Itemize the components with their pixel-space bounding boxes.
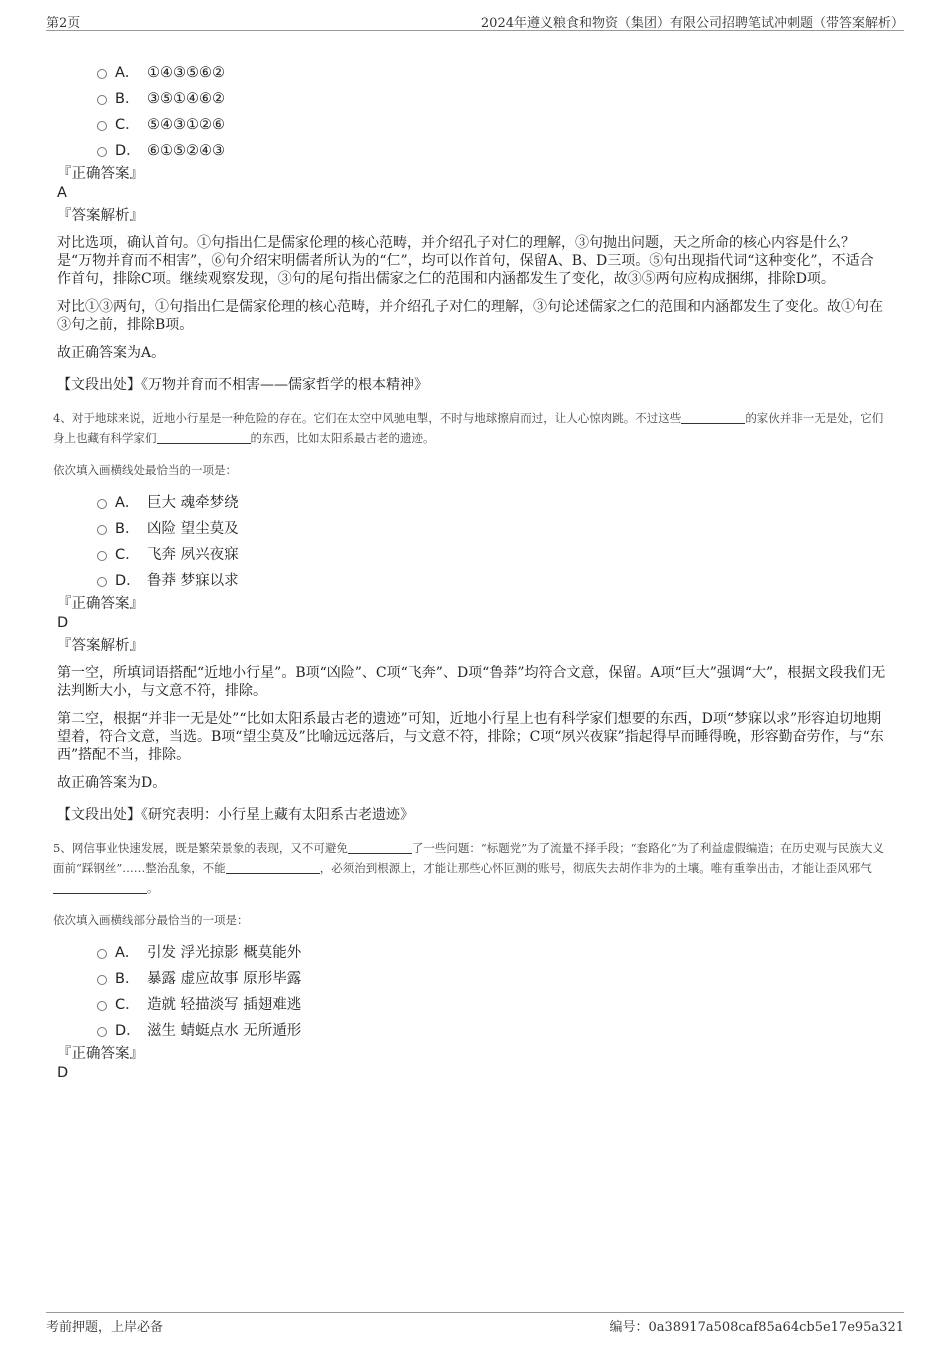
footer-slogan: 考前押题，上岸必备 xyxy=(46,1320,164,1335)
analysis-label: 『答案解析』 xyxy=(57,208,144,224)
radio-icon[interactable] xyxy=(97,525,107,535)
q4-option-d[interactable]: D． 鲁莽 梦寐以求 xyxy=(97,568,887,594)
analysis-label: 『答案解析』 xyxy=(57,638,144,654)
q3-option-b[interactable]: B． ③⑤①④⑥② xyxy=(97,86,887,112)
blank-line xyxy=(226,861,320,874)
q4-analysis-1: 第一空，所填词语搭配“近地小行星”。B项“凶险”、C项“飞奔”、D项“鲁莽”均符合文意，保留。A项“巨大”强调“大”，根据文段我们无法判断大小，与文意不符，排除。 xyxy=(57,665,886,699)
blank-line xyxy=(53,881,147,894)
q4-source: 【文段出处】《研究表明：小行星上藏有太阳系古老遗迹》 xyxy=(57,807,414,823)
blank-line xyxy=(157,431,251,444)
radio-icon[interactable] xyxy=(97,147,107,157)
q4-stem: 4、对于地球来说，近地小行星是一种危险的存在。它们在太空中风驰电掣，不时与地球擦肩而过，让人心惊肉跳。不过这些 的家伙并非一无是处，它们身上也藏有科学家们 的东西，比如太阳系最古老的遗迹。 xyxy=(53,411,884,445)
radio-icon[interactable] xyxy=(97,551,107,561)
q3-analysis-1: 对比选项，确认首句。①句指出仁是儒家伦理的核心范畴，并介绍孔子对仁的理解，③句抛出问题，天之所命的核心内容是什么？是“万物并育而不相害”，⑥句介绍宋明儒者所认为的“仁”，均可以作首句，保留A、B、D三项。⑤句出现指代词“这种变化”，不适合作首句，排除C项。继续观察发现，③句的尾句指出儒家之仁的范围和内涵都发生了变化，故③⑤两句应构成捆绑，排除D项。 xyxy=(57,235,874,287)
correct-answer-label: 『正确答案』 xyxy=(57,166,144,182)
q3-option-c[interactable]: C． ⑤④③①②⑥ xyxy=(97,112,887,138)
radio-icon[interactable] xyxy=(97,1027,107,1037)
q5-option-d[interactable]: D． 滋生 蜻蜓点水 无所遁形 xyxy=(97,1018,887,1044)
q5-stem: 5、网信事业快速发展，既是繁荣景象的表现，又不可避免 了一些问题：“标题党”为了流量不择手段；“套路化”为了利益虚假编造；在历史观与民族大义面前“踩钢丝”……整治乱象，不能 ，必须治到根源上，才能让那些心怀叵测的账号，彻底失去胡作非为的土壤。唯有重拳出击，才能让歪风邪气。 xyxy=(53,841,884,895)
document-title: 2024年遵义粮食和物资（集团）有限公司招聘笔试冲刺题（带答案解析） xyxy=(480,16,904,31)
radio-icon[interactable] xyxy=(97,69,107,79)
q4-instruction: 依次填入画横线处最恰当的一项是： xyxy=(53,463,237,477)
page-header xyxy=(46,10,904,31)
q4-option-c[interactable]: C． 飞奔 夙兴夜寐 xyxy=(97,542,887,568)
q4-analysis-3: 故正确答案为D。 xyxy=(57,775,167,791)
radio-icon[interactable] xyxy=(97,121,107,131)
radio-icon[interactable] xyxy=(97,1001,107,1011)
q3-source: 【文段出处】《万物并育而不相害——儒家哲学的根本精神》 xyxy=(57,377,428,393)
correct-answer-label: 『正确答案』 xyxy=(57,596,144,612)
q3-option-d[interactable]: D． ⑥①⑤②④③ xyxy=(97,138,887,164)
q5-instruction: 依次填入画横线部分最恰当的一项是： xyxy=(53,913,249,927)
radio-icon[interactable] xyxy=(97,577,107,587)
q3-option-a[interactable]: A． ①④③⑤⑥② xyxy=(97,60,887,86)
q4-option-a[interactable]: A． 巨大 魂牵梦绕 xyxy=(97,490,887,516)
page-number: 第2页 xyxy=(46,16,81,31)
q3-analysis-3: 故正确答案为A。 xyxy=(57,345,166,361)
q5-option-b[interactable]: B． 暴露 虚应故事 原形毕露 xyxy=(97,966,887,992)
blank-line xyxy=(681,411,745,424)
radio-icon[interactable] xyxy=(97,975,107,985)
q5-answer: D xyxy=(57,1065,69,1081)
correct-answer-label: 『正确答案』 xyxy=(57,1046,144,1062)
q4-option-b[interactable]: B． 凶险 望尘莫及 xyxy=(97,516,887,542)
radio-icon[interactable] xyxy=(97,95,107,105)
document-body xyxy=(53,60,887,1086)
q5-option-a[interactable]: A． 引发 浮光掠影 概莫能外 xyxy=(97,940,887,966)
radio-icon[interactable] xyxy=(97,499,107,509)
q4-options xyxy=(97,490,887,594)
q5-option-c[interactable]: C． 造就 轻描淡写 插翅难逃 xyxy=(97,992,887,1018)
blank-line xyxy=(348,841,412,854)
q4-answer: D xyxy=(57,615,69,631)
q3-options xyxy=(97,60,887,164)
document-id: 编号：0a38917a508caf85a64cb5e17e95a321 xyxy=(609,1320,904,1335)
q5-options xyxy=(97,940,887,1044)
radio-icon[interactable] xyxy=(97,949,107,959)
page-footer xyxy=(46,1312,904,1335)
q4-analysis-2: 第二空，根据“并非一无是处”“比如太阳系最古老的遗迹”可知，近地小行星上也有科学家们想要的东西，D项“梦寐以求”形容迫切地期望着，符合文意，当选。B项“望尘莫及”比喻远远落后，与文意不符，排除；C项“夙兴夜寐”指起得早而睡得晚，形容勤奋劳作，与“东西”搭配不当，排除。 xyxy=(57,711,884,763)
q3-analysis-2: 对比①③两句，①句指出仁是儒家伦理的核心范畴，并介绍孔子对仁的理解，③句论述儒家之仁的范围和内涵都发生了变化。故①句在③句之前，排除B项。 xyxy=(57,299,883,333)
q3-answer: A xyxy=(57,185,67,201)
